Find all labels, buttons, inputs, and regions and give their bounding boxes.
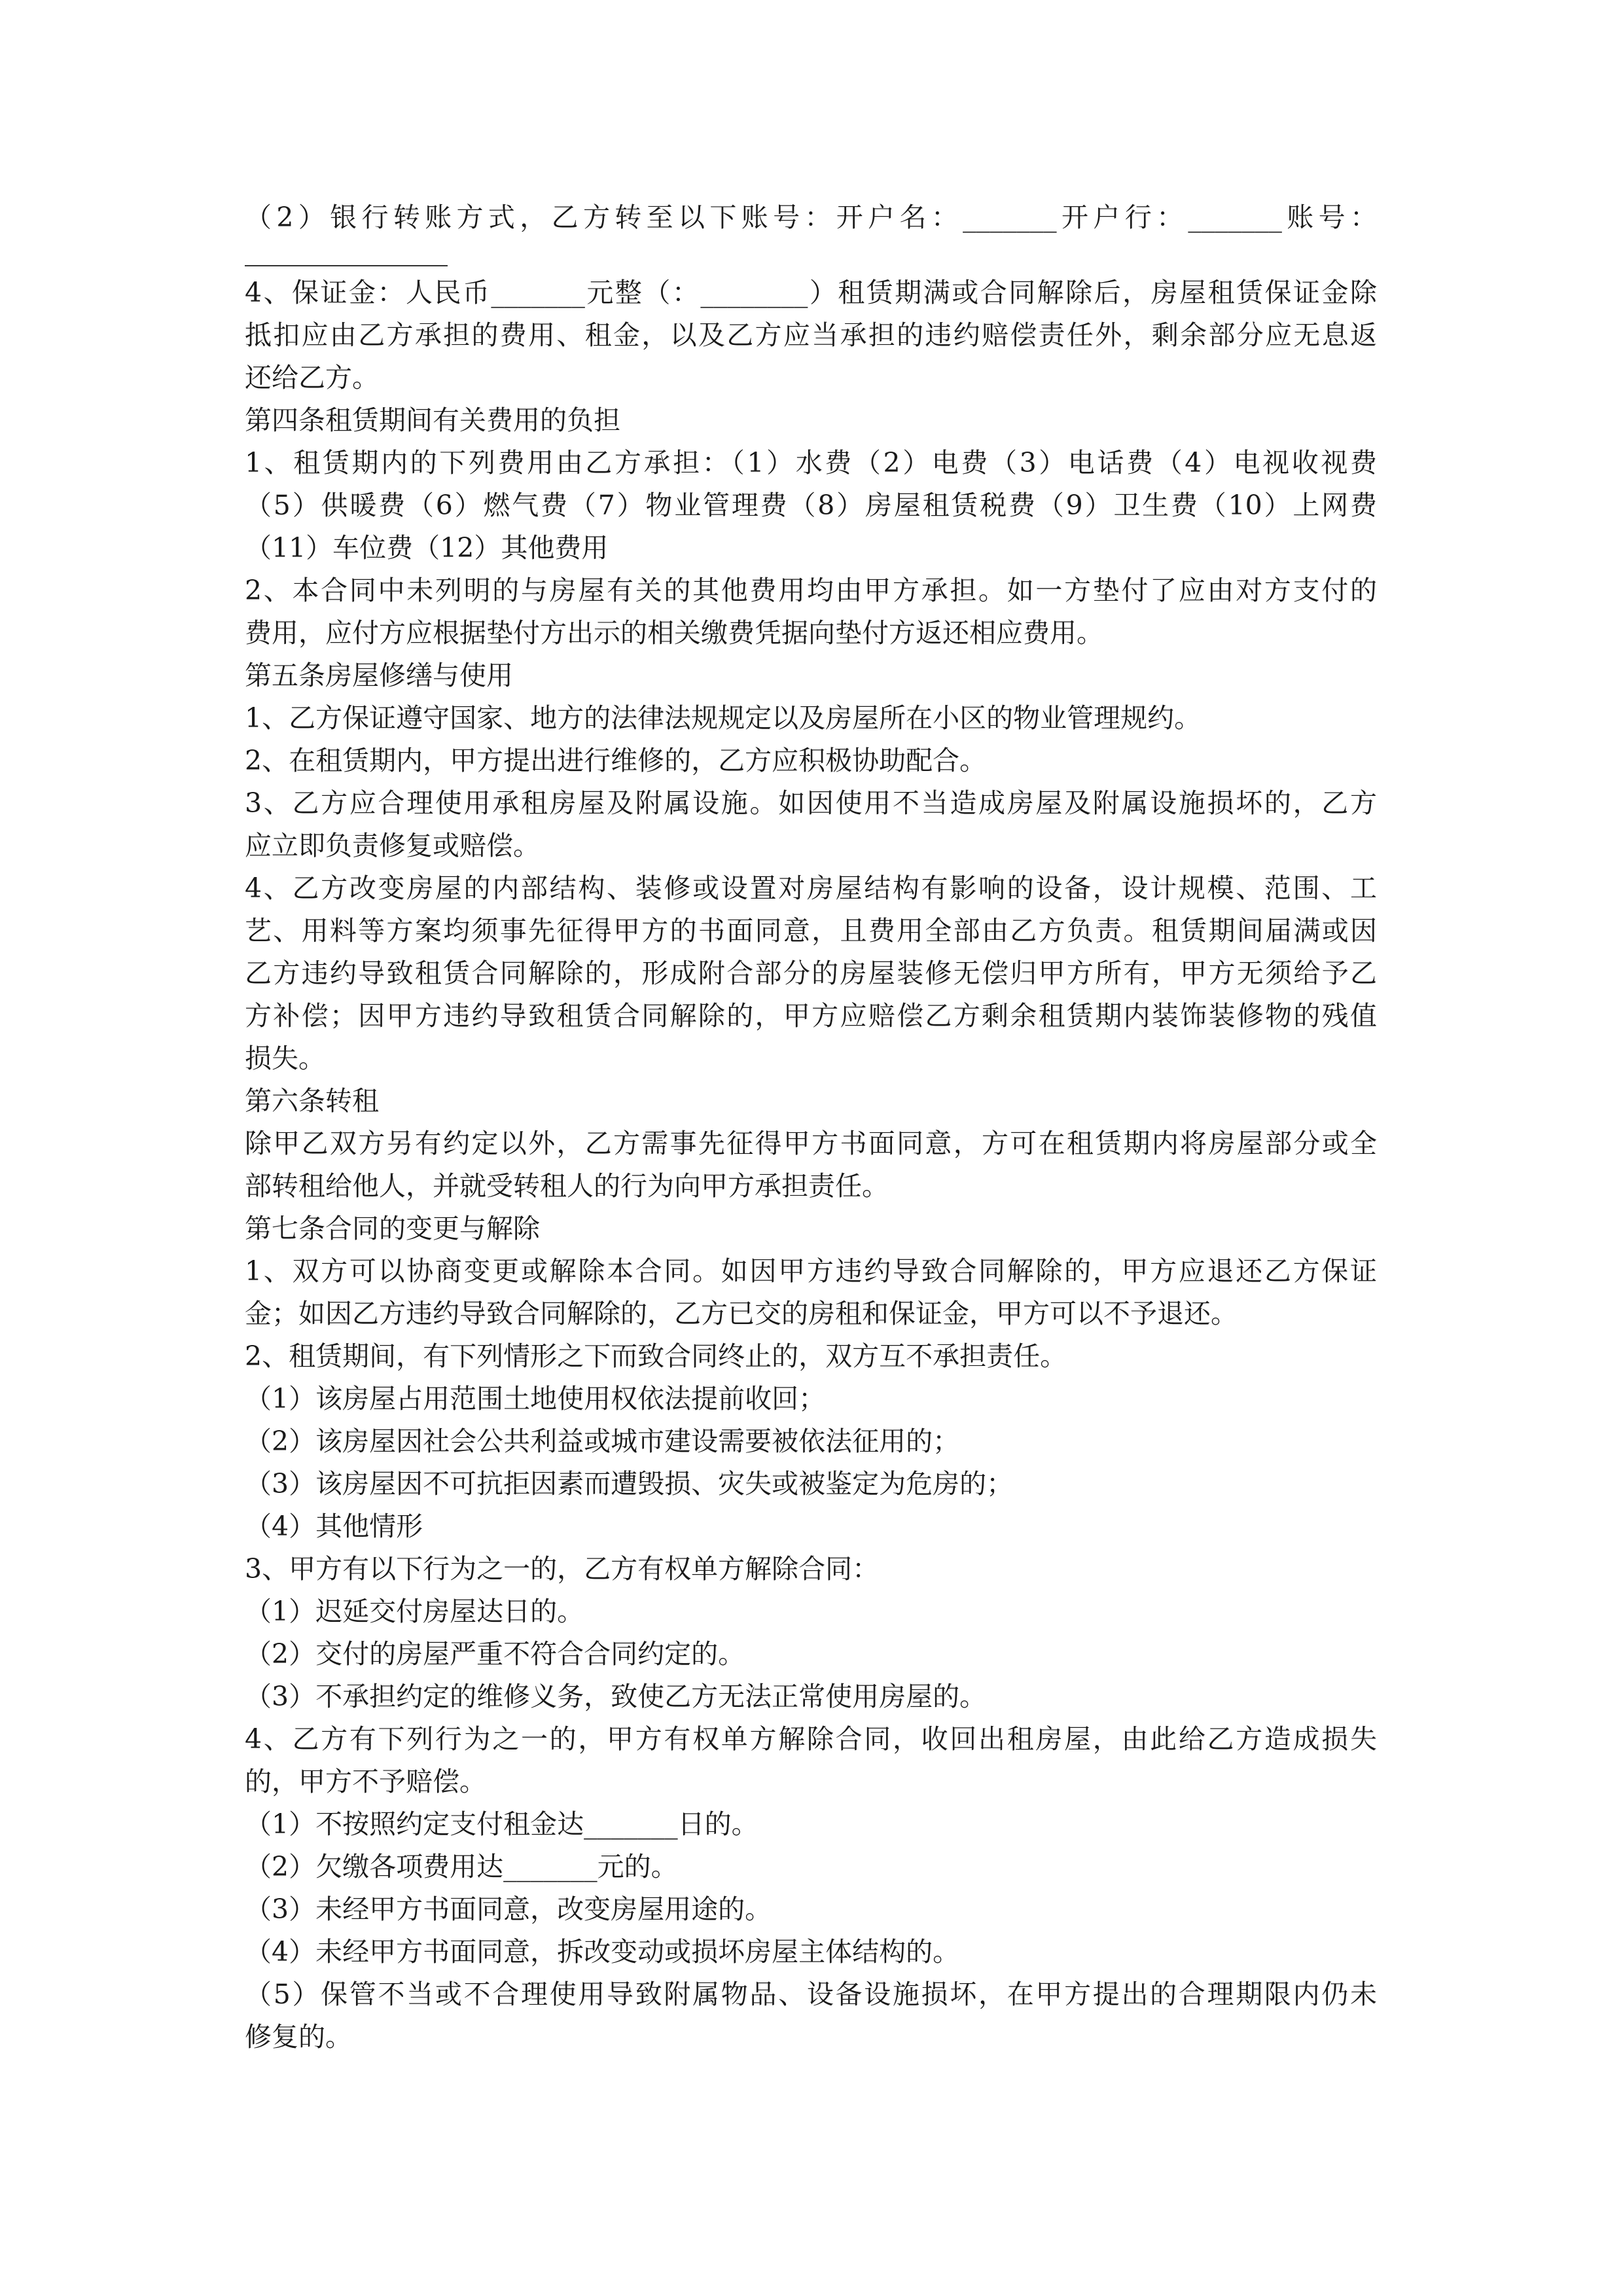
text-line: 4、乙方有下列行为之一的，甲方有权单方解除合同，收回出租房屋，由此给乙方造成损失 — [245, 1723, 1377, 1755]
text-line: 第七条合同的变更与解除 — [245, 1213, 540, 1244]
text-line: 方补偿；因甲方违约导致租赁合同解除的，甲方应赔偿乙方剩余租赁期内装饰装修物的残值 — [245, 1000, 1377, 1031]
text-line: 2、在租赁期内，甲方提出进行维修的，乙方应积极协助配合。 — [245, 745, 987, 776]
text-line: 部转租给他人，并就受转租人的行为向甲方承担责任。 — [245, 1170, 889, 1202]
text-line: 抵扣应由乙方承担的费用、租金，以及乙方应当承担的违约赔偿责任外，剩余部分应无息返 — [245, 319, 1377, 351]
text-line: （2）银行转账方式，乙方转至以下账号：开户名：_______开户行：_______账号： — [245, 202, 1377, 233]
text-line: （3）未经甲方书面同意，改变房屋用途的。 — [245, 1893, 772, 1925]
contract-body — [245, 196, 1377, 2058]
text-line: 损失。 — [245, 1043, 325, 1074]
text-line: 2、本合同中未列明的与房屋有关的其他费用均由甲方承担。如一方垫付了应由对方支付的 — [245, 575, 1377, 606]
text-line: （2）交付的房屋严重不符合合同约定的。 — [245, 1638, 745, 1670]
text-line: 除甲乙双方另有约定以外，乙方需事先征得甲方书面同意，方可在租赁期内将房屋部分或全 — [245, 1128, 1377, 1159]
text-line: 3、乙方应合理使用承租房屋及附属设施。如因使用不当造成房屋及附属设施损坏的，乙方 — [245, 787, 1377, 819]
text-line: （2）欠缴各项费用达_______元的。 — [245, 1851, 678, 1882]
text-line: 第六条转租 — [245, 1085, 379, 1117]
text-line: 4、保证金：人民币_______元整（：________）租赁期满或合同解除后，房屋租赁保证金除 — [245, 277, 1377, 308]
text-line: （1）迟延交付房屋达日的。 — [245, 1596, 584, 1627]
text-line: 乙方违约导致租赁合同解除的，形成附合部分的房屋装修无偿归甲方所有，甲方无须给予乙 — [245, 958, 1377, 989]
text-line: 3、甲方有以下行为之一的，乙方有权单方解除合同： — [245, 1553, 880, 1585]
text-line: （11）车位费（12）其他费用 — [245, 532, 609, 564]
text-line: （4）未经甲方书面同意，拆改变动或损坏房屋主体结构的。 — [245, 1936, 960, 1967]
text-line: 1、乙方保证遵守国家、地方的法律法规规定以及房屋所在小区的物业管理规约。 — [245, 702, 1202, 734]
text-line: （3）该房屋因不可抗拒因素而遭毁损、灾失或被鉴定为危房的； — [245, 1468, 1014, 1499]
text-line: （2）该房屋因社会公共利益或城市建设需要被依法征用的； — [245, 1426, 960, 1457]
text-line: 修复的。 — [245, 2021, 352, 2053]
text-line: （1）该房屋占用范围土地使用权依法提前收回； — [245, 1383, 826, 1414]
text-line: 应立即负责修复或赔偿。 — [245, 830, 540, 861]
account-number-blank — [245, 239, 448, 266]
text-line: （4）其他情形 — [245, 1511, 423, 1542]
text-line: 的，甲方不予赔偿。 — [245, 1766, 486, 1797]
text-line: 金；如因乙方违约导致合同解除的，乙方已交的房租和保证金，甲方可以不予退还。 — [245, 1298, 1238, 1329]
text-line: （1）不按照约定支付租金达_______日的。 — [245, 1808, 758, 1840]
text-line: （5）保管不当或不合理使用导致附属物品、设备设施损坏，在甲方提出的合理期限内仍未 — [245, 1979, 1377, 2010]
text-line: 4、乙方改变房屋的内部结构、装修或设置对房屋结构有影响的设备，设计规模、范围、工 — [245, 872, 1377, 904]
text-line: （3）不承担约定的维修义务，致使乙方无法正常使用房屋的。 — [245, 1681, 987, 1712]
text-line: 费用，应付方应根据垫付方出示的相关缴费凭据向垫付方返还相应费用。 — [245, 617, 1103, 649]
text-line: 艺、用料等方案均须事先征得甲方的书面同意，且费用全部由乙方负责。租赁期间届满或因 — [245, 915, 1377, 946]
text-line: 1、双方可以协商变更或解除本合同。如因甲方违约导致合同解除的，甲方应退还乙方保证 — [245, 1255, 1377, 1287]
text-line: 第五条房屋修缮与使用 — [245, 660, 513, 691]
text-line: 1、租赁期内的下列费用由乙方承担：（1）水费（2）电费（3）电话费（4）电视收视费 — [245, 447, 1377, 478]
text-line: （5）供暖费（6）燃气费（7）物业管理费（8）房屋租赁税费（9）卫生费（10）上网费 — [245, 490, 1377, 521]
text-line: 2、租赁期间，有下列情形之下而致合同终止的，双方互不承担责任。 — [245, 1340, 1067, 1372]
text-line: 第四条租赁期间有关费用的负担 — [245, 404, 620, 436]
text-line: 还给乙方。 — [245, 362, 379, 393]
